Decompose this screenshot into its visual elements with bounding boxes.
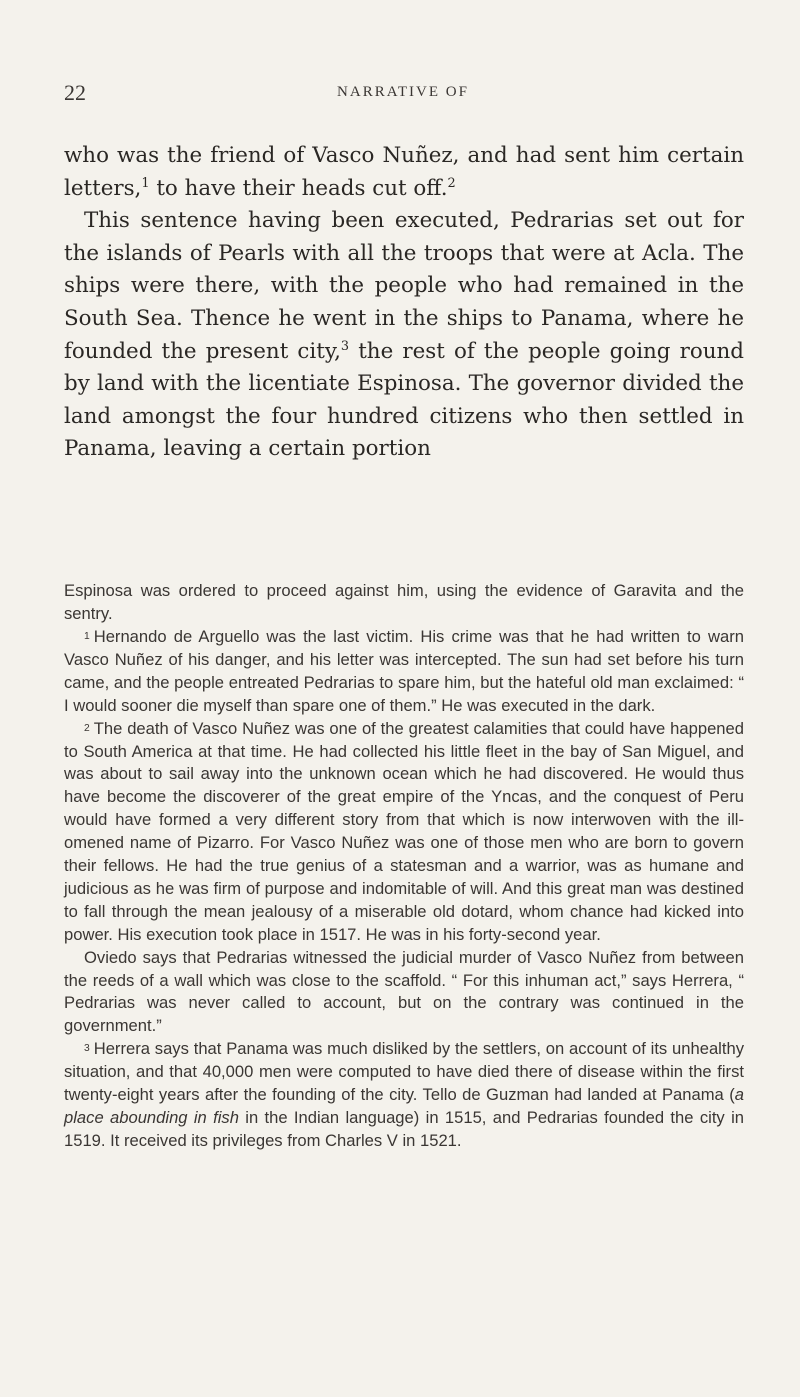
footnote-2-para-2: Oviedo says that Pedrarias witnessed the judicial murder of Vasco Nuñez from between the reeds of a wall which was close to the scaffold. “ For this inhuman act,” says Herrera, “ Pedrarias was never called to account, but on the contrary was continued in the government.” [64, 947, 744, 1036]
footnote-3: 3 Herrera says that Panama was much disliked by the settlers, on account of its unhealthy situation, and that 40,000 men were computed to have died there of disease within the first twenty-eight years after the founding of the city. Tello de Guzman had landed at Panama (a place abounding in fish in the Indian language) in 1515, and Pedrarias founded the city in 1519. It received its privileges from Charles V in 1521. [64, 1039, 744, 1150]
page-number: 22 [64, 80, 86, 105]
main-paragraph-2: This sentence having been executed, Pedrarias set out for the islands of Pearls with all the troops that were at Acla. The ships were there, with the people who had remained in the South Sea. Thence he went in the ships to Panama, where he founded the present city,$^3$ the rest of the people going round by land with the licentiate Espinosa. The governor divided the land amongst the four hundred citizens who then settled in Panama, leaving a certain portion [64, 208, 744, 462]
footnote-1: 1 Hernando de Arguello was the last victim. His crime was that he had written to warn Vasco Nuñez of his danger, and his letter was intercepted. The sun had set before his turn came, and the people entreated Pedrarias to spare him, but the hateful old man exclaimed: “ I would sooner die myself than spare one of them.” He was executed in the dark. [64, 626, 744, 715]
main-paragraph-1: who was the friend of Vasco Nuñez, and had sent him certain letters,$^1$ to have their heads cut off.$^2$ [64, 143, 744, 201]
footnote-marker-1: 1 [84, 630, 90, 642]
italic-phrase: a place abounding in fish [64, 1085, 744, 1128]
page-header [64, 80, 742, 110]
footnote-ref-1: 1 [141, 175, 150, 191]
footnote-continuation: Espinosa was ordered to proceed against him, using the evidence of Garavita and the sentry. [64, 581, 744, 623]
footnote-ref-3: 3 [340, 338, 350, 354]
main-text [64, 140, 744, 466]
running-head: NARRATIVE OF [337, 84, 469, 100]
footnote-ref-2: 2 [447, 175, 456, 191]
footnote-marker-3: 3 [84, 1043, 90, 1055]
footnote-2: 2 The death of Vasco Nuñez was one of the greatest calamities that could have happened to South America at that time. He had collected his little fleet in the bay of San Miguel, and was about to sail away into the unknown ocean which he had discovered. He would thus have become the discoverer of the great empire of the Yncas, and the conquest of Peru would have formed a very different story from that which is now interwoven with the ill-omened name of Pizarro. For Vasco Nuñez was one of those men who are born to govern their fellows. He had the true genius of a statesman and a warrior, was as humane and judicious as he was firm of purpose and indomitable of will. And this great man was destined to fall through the mean jealousy of a miserable old dotard, whom chance had kicked into power. His execution took place in 1517. He was in his forty-second year. [64, 718, 744, 944]
footnotes [64, 580, 744, 1153]
footnote-marker-2: 2 [84, 722, 90, 734]
